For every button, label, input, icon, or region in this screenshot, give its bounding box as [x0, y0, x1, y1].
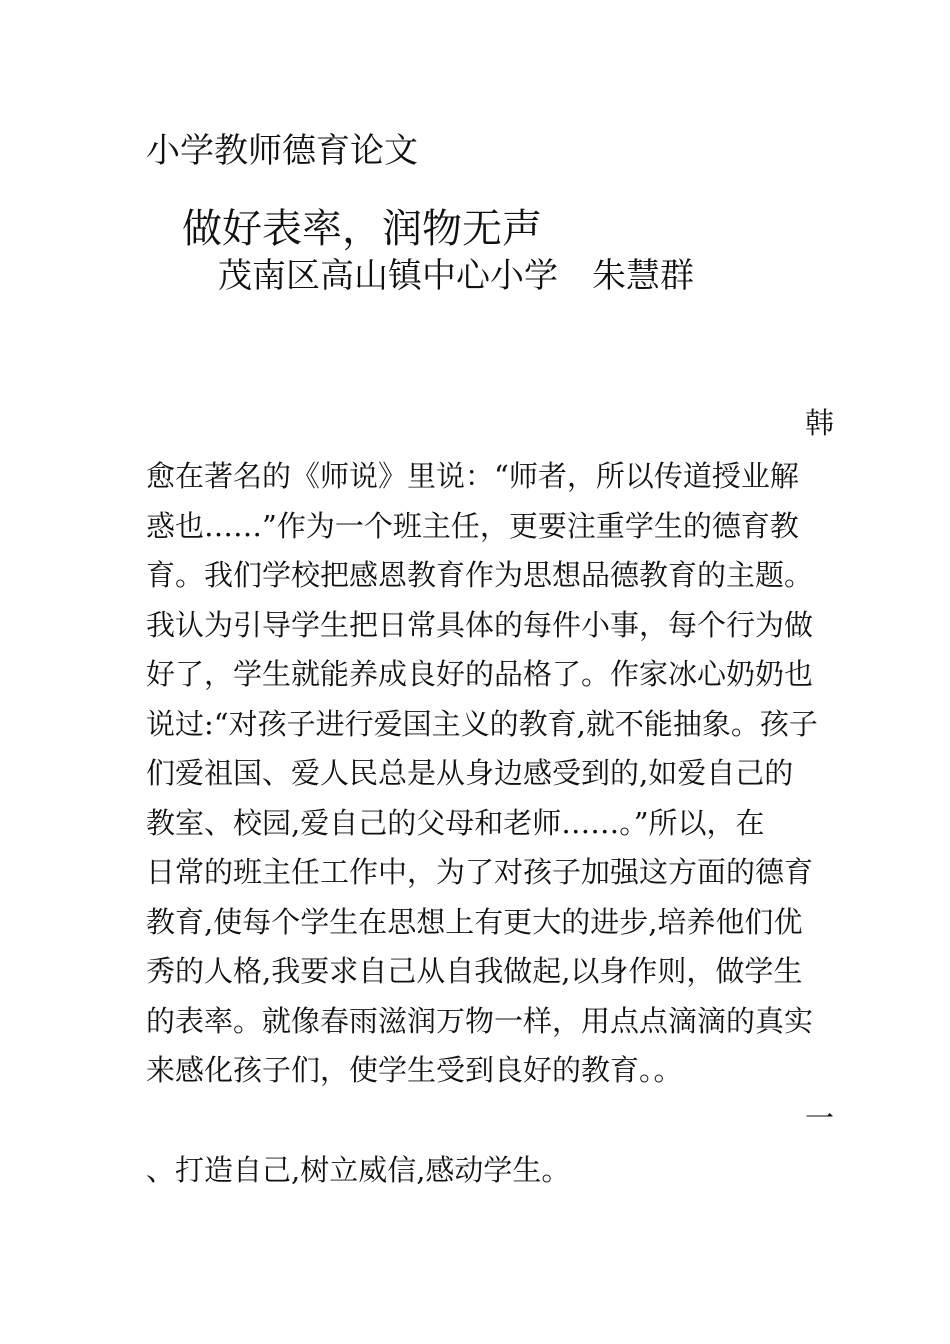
- text-line: 们爱祖国、爱人民总是从身边感受到的,如爱自己的: [146, 756, 794, 790]
- section-heading: 、打造自己,树立威信,感动学生。: [146, 1153, 571, 1187]
- author-school: 茂南区高山镇中心小学: [218, 256, 558, 296]
- document-category: 小学教师德育论文: [146, 131, 418, 171]
- text-line: 我认为引导学生把日常具体的每件小事，每个行为做: [146, 607, 814, 642]
- text-line: 好了，学生就能养成良好的品格了。作家冰心奶奶也: [146, 657, 814, 691]
- text-line: 日常的班主任工作中，为了对孩子加强这方面的德育: [146, 855, 814, 889]
- text-line: 惑也……”作为一个班主任，更要注重学生的德育教: [146, 508, 799, 543]
- text-line: 来感化孩子们，使学生受到良好的教育。。: [146, 1053, 683, 1087]
- section-number-char: 一: [804, 1101, 834, 1135]
- paragraph-first-char: 韩: [804, 406, 834, 440]
- text-line: 育。我们学校把感恩教育作为思想品德教育的主题。: [146, 558, 814, 592]
- text-line: 愈在著名的《师说》里说：“师者，所以传道授业解: [146, 459, 799, 493]
- author-name: 朱慧群: [592, 256, 694, 296]
- text-line: 说过:“对孩子进行爱国主义的教育,就不能抽象。孩子: [146, 706, 818, 741]
- text-line: 教育,使每个学生在思想上有更大的进步,培养他们优: [146, 904, 803, 939]
- text-line: 教室、校园,爱自己的父母和老师……。”所以，在: [146, 805, 765, 840]
- author-byline: [218, 253, 694, 299]
- document-title: 做好表率，润物无声: [182, 206, 542, 252]
- text-line: 秀的人格,我要求自己从自我做起,以身作则，做学生: [146, 954, 803, 988]
- text-line: 的表率。就像春雨滋润万物一样，用点点滴滴的真实: [146, 1003, 814, 1038]
- body-paragraph: [146, 452, 818, 1096]
